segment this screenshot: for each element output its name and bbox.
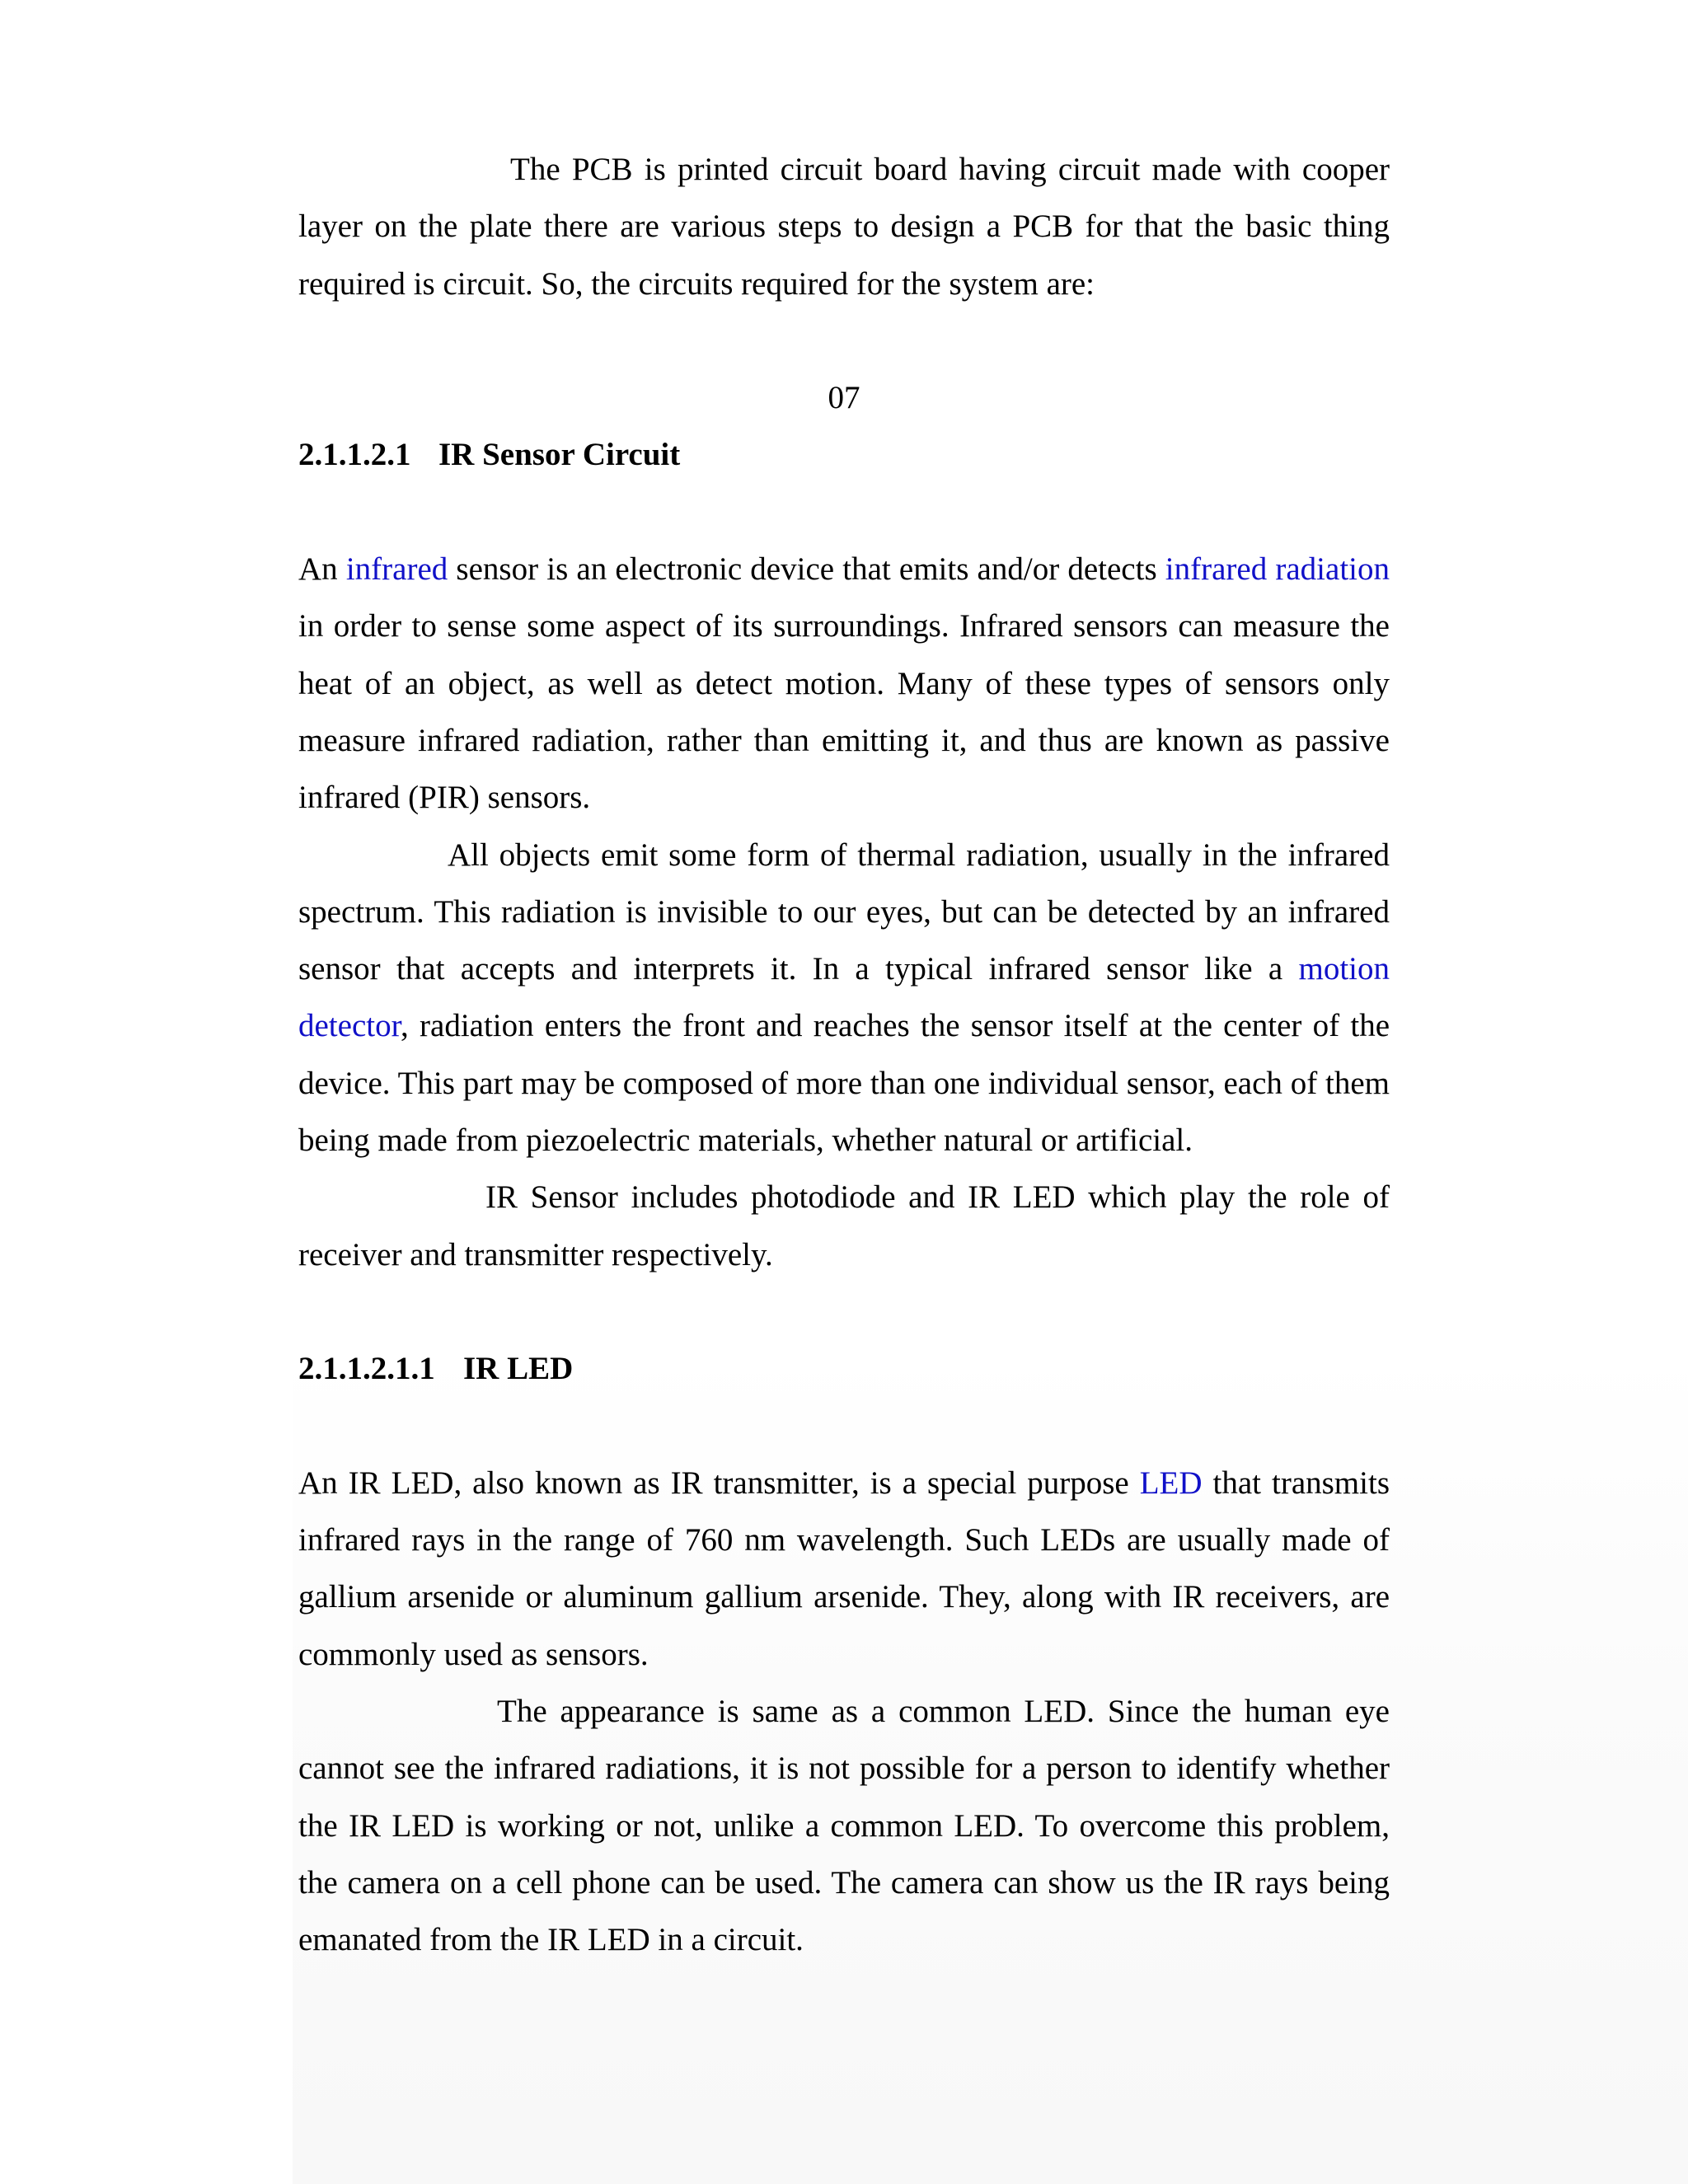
text-run: that transmits infrared rays in the range of 760 nm wavelength. Such LEDs are usually made of gallium arsenide or aluminum gallium arsenide. They, along with IR receivers, are commonly used as sensors. [298,1465,1390,1672]
text-run: An [298,551,346,588]
ir-sensor-paragraph-2 [298,827,1390,1169]
link-infrared-radiation[interactable]: infrared radiation [1165,551,1390,588]
page-number: 07 [828,380,860,416]
link-motion-detector[interactable]: motion detector [298,951,1390,1044]
section-title: IR LED [463,1351,574,1387]
spacer [298,312,1390,369]
section-heading-ir-led [298,1340,1390,1397]
ir-sensor-paragraph-3: IR Sensor includes photodiode and IR LED which play the role of receiver and transmitter respectively. [298,1179,1390,1272]
text-run: in order to sense some aspect of its surroundings. Infrared sensors can measure the heat of an object, as well as detect motion. Many of these types of sensors only measure infrared radiation, rather than emitting it, and thus are known as passive infrared (PIR) sensors. [298,608,1390,816]
section-number: 2.1.1.2.1 [298,437,411,473]
section-number: 2.1.1.2.1.1 [298,1351,435,1387]
ir-sensor-paragraph-1 [298,541,1390,826]
text-run: All objects emit some form of thermal radiation, usually in the infrared spectrum. This radiation is invisible to our eyes, but can be detected by an infrared sensor that accepts and interprets it. In a typical infrared sensor like a [298,837,1390,987]
link-led[interactable]: LED [1139,1465,1203,1501]
ir-led-paragraph-1 [298,1455,1390,1683]
text-column [298,141,1390,1969]
text-run: An IR LED, also known as IR transmitter, is a special purpose [298,1465,1140,1501]
text-run: , radiation enters the front and reaches the sensor itself at the center of the device. This part may be composed of more than one individual sensor, each of them being made from piezoelectric materials, whether natural or artificial. [298,1008,1390,1159]
intro-paragraph: The PCB is printed circuit board having circuit made with cooper layer on the plate there are various steps to design a PCB for that the basic thing required is circuit. So, the circuits required for the system are: [298,152,1390,302]
ir-led-paragraph-2: The appearance is same as a common LED. Since the human eye cannot see the infrared radiations, it is not possible for a person to identify whether the IR LED is working or not, unlike a common LED. To overcome this problem, the camera on a cell phone can be used. The camera can show us the IR rays being emanated from the IR LED in a circuit. [298,1694,1390,1958]
text-run: sensor is an electronic device that emits and/or detects [448,551,1165,588]
section-heading-ir-sensor [298,426,1390,483]
spacer [298,1283,1390,1340]
section-title: IR Sensor Circuit [438,437,681,473]
spacer [298,1398,1390,1455]
link-infrared[interactable]: infrared [345,551,448,588]
spacer [298,484,1390,541]
